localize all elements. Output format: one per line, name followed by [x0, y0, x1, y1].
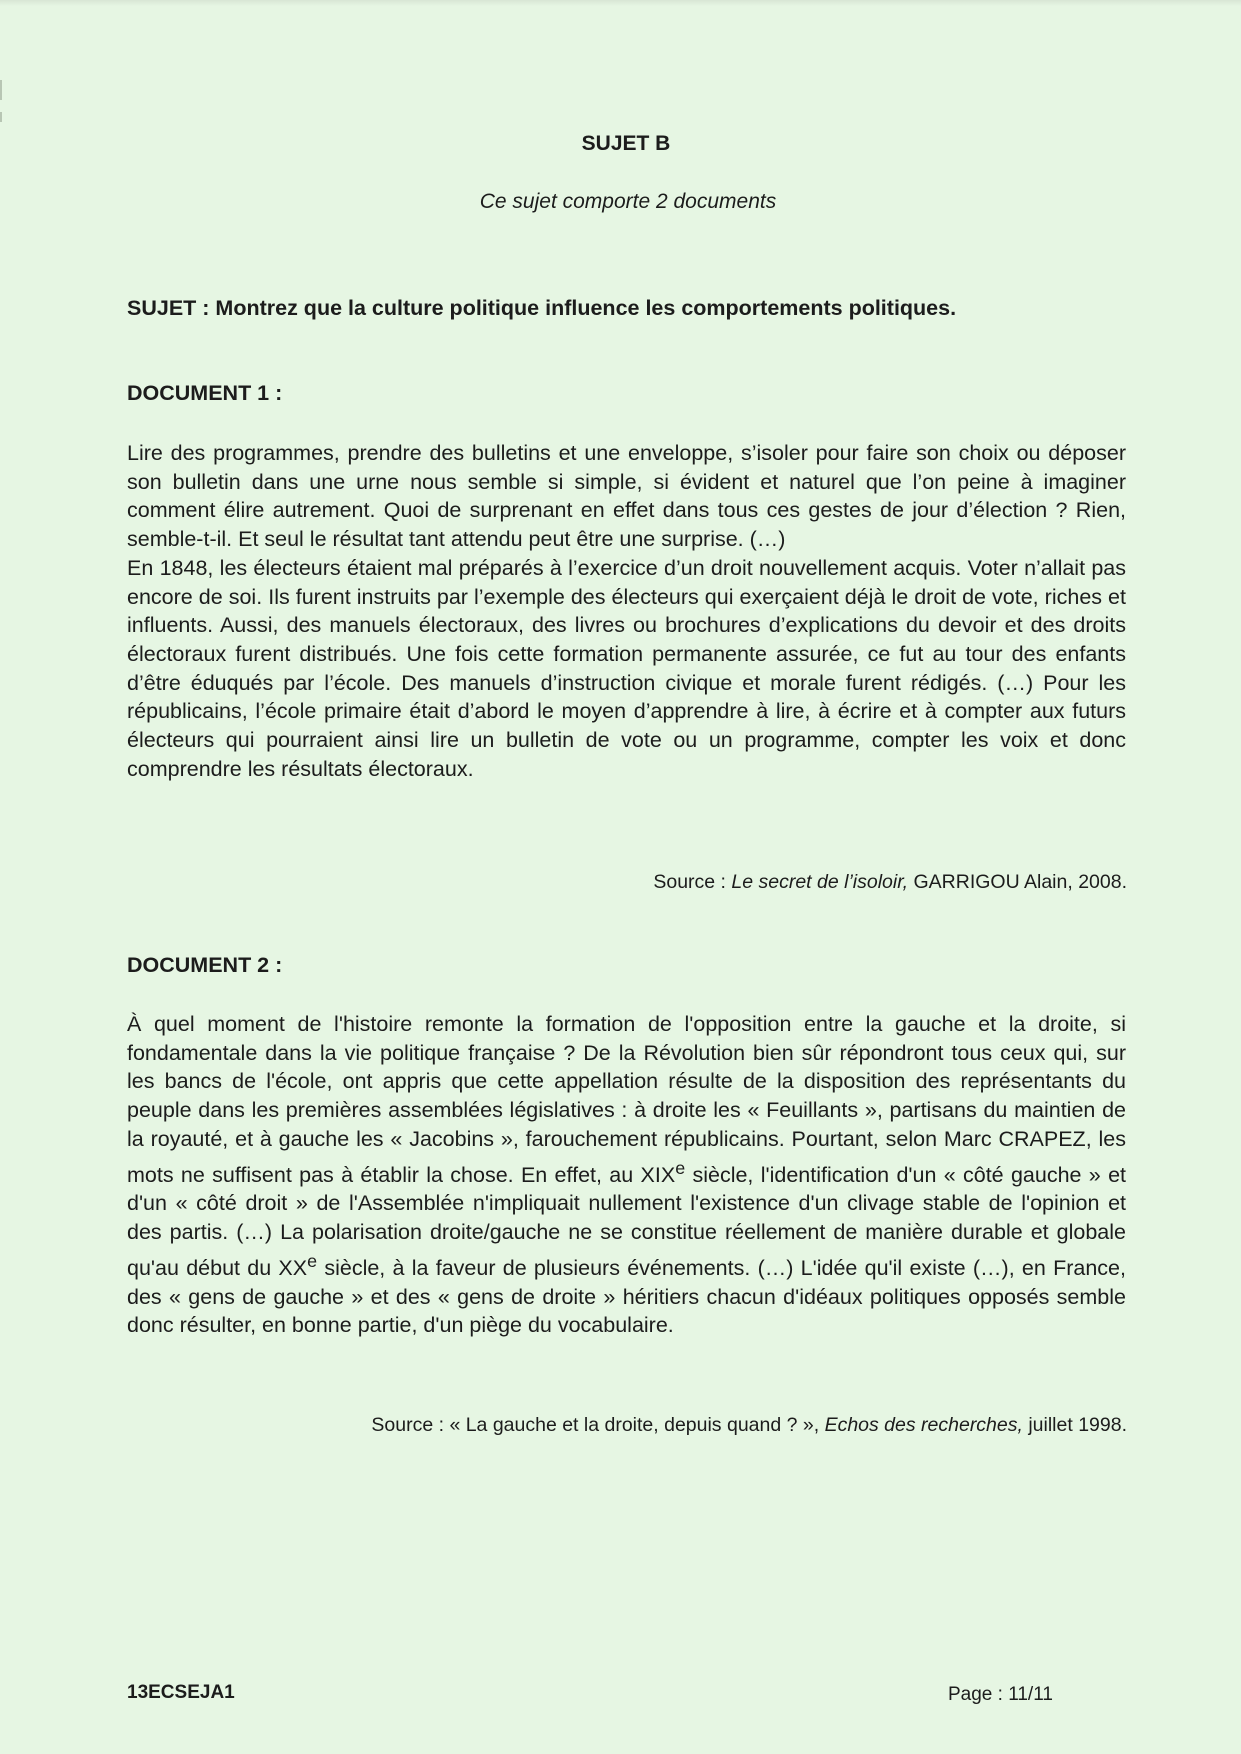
document-2-text — [127, 1010, 1126, 1340]
document-2-paragraph — [127, 1010, 1126, 1340]
scan-margin-mark — [0, 112, 2, 122]
scan-top-edge — [0, 0, 1241, 6]
source-work-title: Le secret de l’isoloir, — [731, 871, 909, 893]
source-prefix: Source : — [653, 871, 732, 893]
document-2-heading: DOCUMENT 2 : — [127, 953, 283, 977]
document-2-text-part: siècle, l'identification d'un « côté gauche » et d'un « côté droit » de l'Assemblée n'impliquait nullement l'existence d'un clivage stable de l'opinion et des partis. (…) La polarisation droite/gauche ne se constitue réellement de manière durable et globale qu'au début du XX — [127, 1162, 1126, 1280]
source-suffix: GARRIGOU Alain, 2008. — [908, 871, 1127, 893]
subject-text: Montrez que la culture politique influence les comportements politiques. — [215, 296, 957, 320]
document-1-heading: DOCUMENT 1 : — [127, 381, 283, 405]
document-2-text-part: siècle, à la faveur de plusieurs événements. (…) L'idée qu'il existe (…), en France, des « gens de gauche » et des « gens de droite » héritiers chacun d'idéaux politiques opposés semble donc résulter, en bonne partie, d'un piège du vocabulaire. — [127, 1255, 1126, 1338]
subject-statement — [127, 296, 956, 321]
superscript: e — [675, 1157, 686, 1178]
scan-margin-mark — [0, 80, 2, 100]
subject-label: SUJET : — [127, 296, 210, 320]
superscript: e — [307, 1250, 318, 1271]
footer-exam-code: 13ECSEJA1 — [127, 1682, 235, 1703]
document-1-paragraph: Lire des programmes, prendre des bulletins et une enveloppe, s’isoler pour faire son choix ou déposer son bulletin dans une urne nous semble si simple, si évident et naturel que l’on peine à imaginer comment élire autrement. Quoi de surprenant en effet dans tous ces gestes de jour d’élection ? Rien, semble-t-il. Et seul le résultat tant attendu peut être une surprise. (…) — [127, 441, 1126, 552]
page-title: SUJET B — [581, 132, 671, 155]
footer-page-number: Page : 11/11 — [948, 1684, 1053, 1705]
document-2-text-part: À quel moment de l'histoire remonte la formation de l'opposition entre la gauche et la droite, si fondamentale dans la vie politique française ? De la Révolution bien sûr répondront tous ceux qui, sur les bancs de l'école, ont appris que cette appellation résulte de la disposition des représentants du peuple dans les premières assemblées législatives : à droite les « Feuillants », partisans du maintien de la royauté, et à gauche les « Jacobins », farouchement républicains. Pourtant, selon Marc CRAPEZ, les mots ne suffisent pas à établir la chose. En effet, au XIX — [127, 1012, 1126, 1187]
document-1-text — [127, 439, 1126, 783]
document-1-source — [653, 871, 1127, 894]
document-2-source — [371, 1414, 1127, 1437]
source-suffix: juillet 1998. — [1022, 1414, 1127, 1436]
source-work-title: Echos des recherches, — [824, 1414, 1023, 1436]
source-prefix: Source : « La gauche et la droite, depuis quand ? », — [371, 1414, 825, 1436]
document-1-paragraph: En 1848, les électeurs étaient mal préparés à l’exercice d’un droit nouvellement acquis. Voter n’allait pas encore de soi. Ils furent instruits par l’exemple des électeurs qui exerçaient déjà le droit de vote, riches et influents. Aussi, des manuels électoraux, des livres ou brochures d’explications du devoir et des droits électoraux furent distribués. Une fois cette formation permanente assurée, ce fut au tour des enfants d’être éduqués par l’école. Des manuels d’instruction civique et morale furent rédigés. (…) Pour les républicains, l’école primaire était d’abord le moyen d’apprendre à lire, à écrire et à compter aux futurs électeurs qui pourraient ainsi lire un bulletin de vote ou un programme, compter les voix et donc comprendre les résultats électoraux. — [127, 555, 1126, 781]
page-subtitle: Ce sujet comporte 2 documents — [479, 190, 777, 213]
